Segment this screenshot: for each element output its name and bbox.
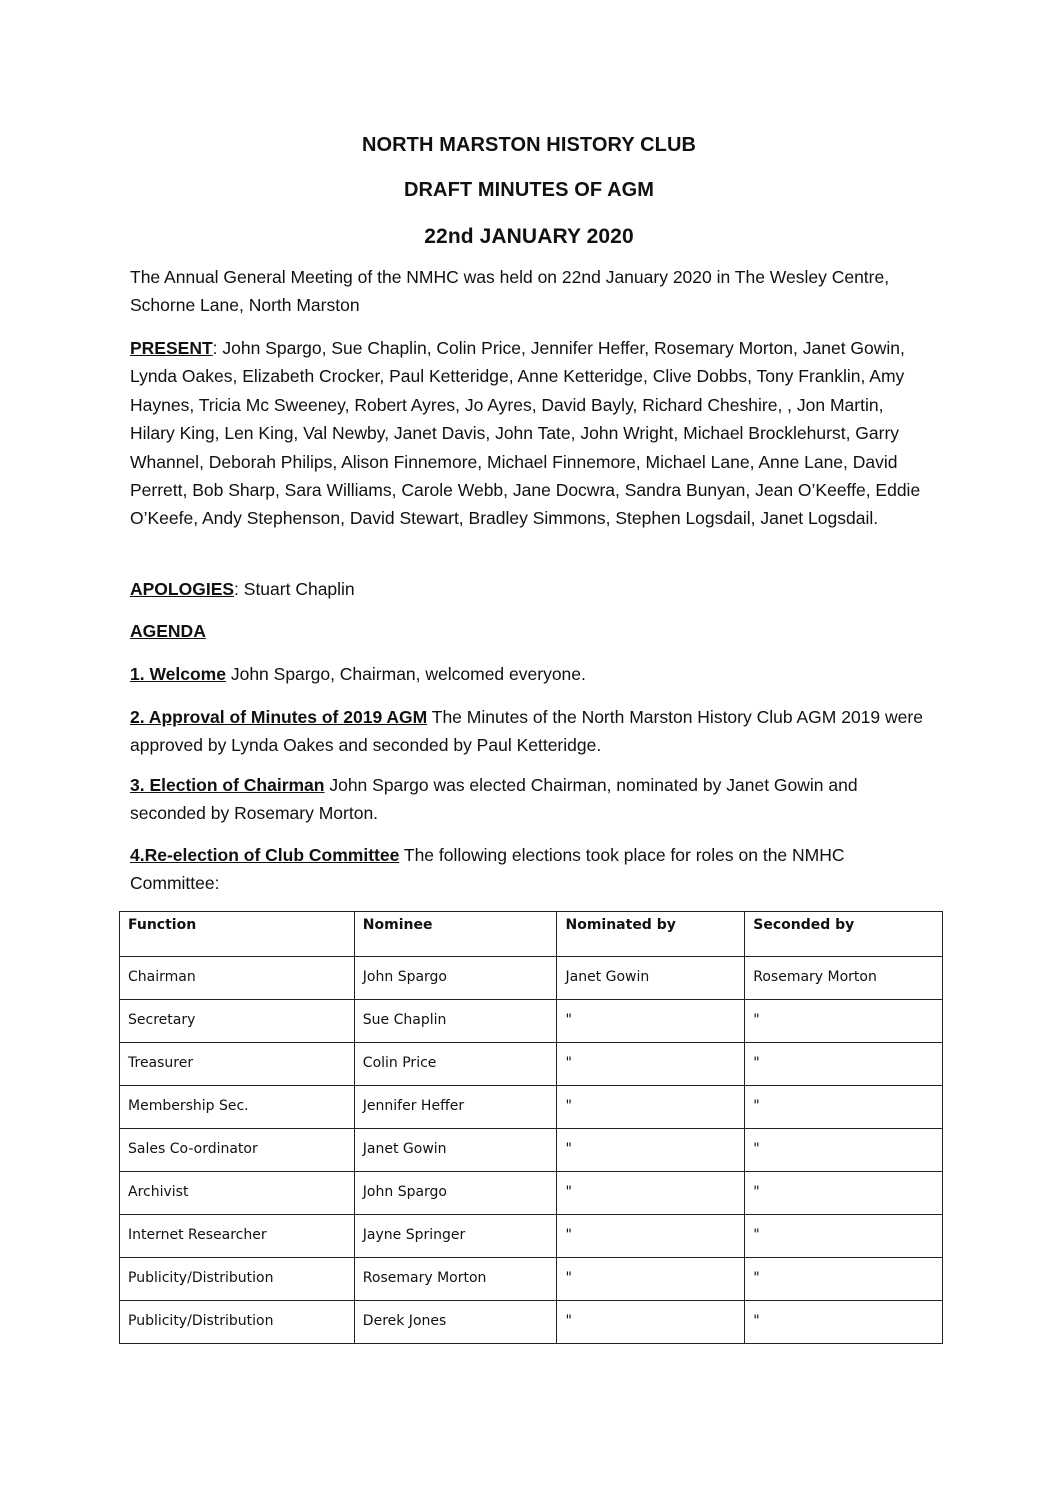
cell-nominee: Colin Price <box>354 1043 557 1086</box>
club-title: NORTH MARSTON HISTORY CLUB <box>361 134 697 156</box>
cell-function: Secretary <box>120 1000 355 1043</box>
cell-nominated-by: " <box>557 1301 745 1344</box>
agenda-item-heading: 4.Re-election of Club Committee <box>130 845 400 865</box>
cell-seconded-by: " <box>745 1301 943 1344</box>
cell-nominee: Janet Gowin <box>354 1129 557 1172</box>
header-seconded-by: Seconded by <box>745 912 943 957</box>
cell-nominee: Rosemary Morton <box>354 1258 557 1301</box>
header-function: Function <box>120 912 355 957</box>
cell-seconded-by: " <box>745 1043 943 1086</box>
table-row <box>120 957 943 1000</box>
agenda-item-3 <box>130 771 930 828</box>
table-row <box>120 1129 943 1172</box>
cell-function: Chairman <box>120 957 355 1000</box>
document-title: DRAFT MINUTES OF AGM <box>403 179 655 201</box>
agenda-item-4 <box>130 841 930 898</box>
agenda-item-heading: 3. Election of Chairman <box>130 775 325 795</box>
cell-nominated-by: " <box>557 1000 745 1043</box>
header-nominated-by: Nominated by <box>557 912 745 957</box>
agenda-item-text: The following elections took place for roles on the NMHC Committee: <box>130 845 845 894</box>
cell-function: Membership Sec. <box>120 1086 355 1129</box>
agenda-item-text: John Spargo, Chairman, welcomed everyone. <box>225 664 586 684</box>
intro-paragraph: The Annual General Meeting of the NMHC was held on 22nd January 2020 in The Wesley Centre, Schorne Lane, North Marston <box>130 267 890 316</box>
cell-seconded-by: Rosemary Morton <box>745 957 943 1000</box>
table-row <box>120 1258 943 1301</box>
cell-function: Sales Co-ordinator <box>120 1129 355 1172</box>
cell-nominee: Jennifer Heffer <box>354 1086 557 1129</box>
table-header-row <box>120 912 943 957</box>
table-row <box>120 1086 943 1129</box>
apologies-text: : Stuart Chaplin <box>234 579 355 599</box>
agenda-item-1 <box>130 660 930 688</box>
cell-nominee: Derek Jones <box>354 1301 557 1344</box>
agenda-item-text: The Minutes of the North Marston History Club AGM 2019 were approved by Lynda Oakes and seconded by Paul Ketteridge. <box>130 707 923 756</box>
cell-nominated-by: " <box>557 1129 745 1172</box>
meeting-date: 22nd JANUARY 2020 <box>424 225 634 248</box>
cell-nominated-by: " <box>557 1215 745 1258</box>
cell-seconded-by: " <box>745 1258 943 1301</box>
table-row <box>120 1301 943 1344</box>
cell-nominee: Sue Chaplin <box>354 1000 557 1043</box>
cell-function: Publicity/Distribution <box>120 1258 355 1301</box>
agenda-item-2 <box>130 703 930 760</box>
cell-nominated-by: " <box>557 1086 745 1129</box>
apologies-paragraph <box>130 575 930 603</box>
apologies-label: APOLOGIES <box>130 579 235 599</box>
cell-function: Publicity/Distribution <box>120 1301 355 1344</box>
agenda-item-text: John Spargo was elected Chairman, nominated by Janet Gowin and seconded by Rosemary Morton. <box>130 775 858 824</box>
present-label: PRESENT <box>130 338 213 358</box>
cell-nominated-by: " <box>557 1172 745 1215</box>
cell-nominee: John Spargo <box>354 957 557 1000</box>
table-row <box>120 1172 943 1215</box>
table-row <box>120 1000 943 1043</box>
cell-nominee: John Spargo <box>354 1172 557 1215</box>
cell-seconded-by: " <box>745 1215 943 1258</box>
cell-function: Internet Researcher <box>120 1215 355 1258</box>
agenda-item-heading: 2. Approval of Minutes of 2019 AGM <box>130 707 428 727</box>
cell-nominated-by: Janet Gowin <box>557 957 745 1000</box>
table-row <box>120 1043 943 1086</box>
cell-nominated-by: " <box>557 1043 745 1086</box>
agenda-heading: AGENDA <box>130 621 206 641</box>
cell-seconded-by: " <box>745 1086 943 1129</box>
cell-nominated-by: " <box>557 1258 745 1301</box>
present-list: : John Spargo, Sue Chaplin, Colin Price, Jennifer Heffer, Rosemary Morton, Janet Gowin, Lynda Oakes, Elizabeth Crocker, Paul Ketteridge, Anne Ketteridge, Clive Dobbs, Tony Franklin, Amy Haynes, Tricia Mc Sweeney, Robert Ayres, Jo Ayres, David Bayly, Richard Cheshire, , Jon Martin, Hilary King, Len King, Val Newby, Janet Davis, John Tate, John Wright, Michael Brocklehurst, Garry Whannel, Deborah Philips, Alison Finnemore, Michael Finnemore, Michael Lane, Anne Lane, David Perrett, Bob Sharp, Sara Williams, Carole Webb, Jane Docwra, Sandra Bunyan, Jean O’Keeffe, Eddie O’Keefe, Andy Stephenson, David Stewart, Bradley Simmons, Stephen Logsdail, Janet Logsdail. <box>130 338 921 529</box>
present-paragraph <box>130 334 930 533</box>
cell-function: Treasurer <box>120 1043 355 1086</box>
cell-seconded-by: " <box>745 1129 943 1172</box>
cell-nominee: Jayne Springer <box>354 1215 557 1258</box>
cell-function: Archivist <box>120 1172 355 1215</box>
committee-table <box>119 911 943 1344</box>
cell-seconded-by: " <box>745 1172 943 1215</box>
header-nominee: Nominee <box>354 912 557 957</box>
cell-seconded-by: " <box>745 1000 943 1043</box>
table-row <box>120 1215 943 1258</box>
agenda-item-heading: 1. Welcome <box>130 664 226 684</box>
